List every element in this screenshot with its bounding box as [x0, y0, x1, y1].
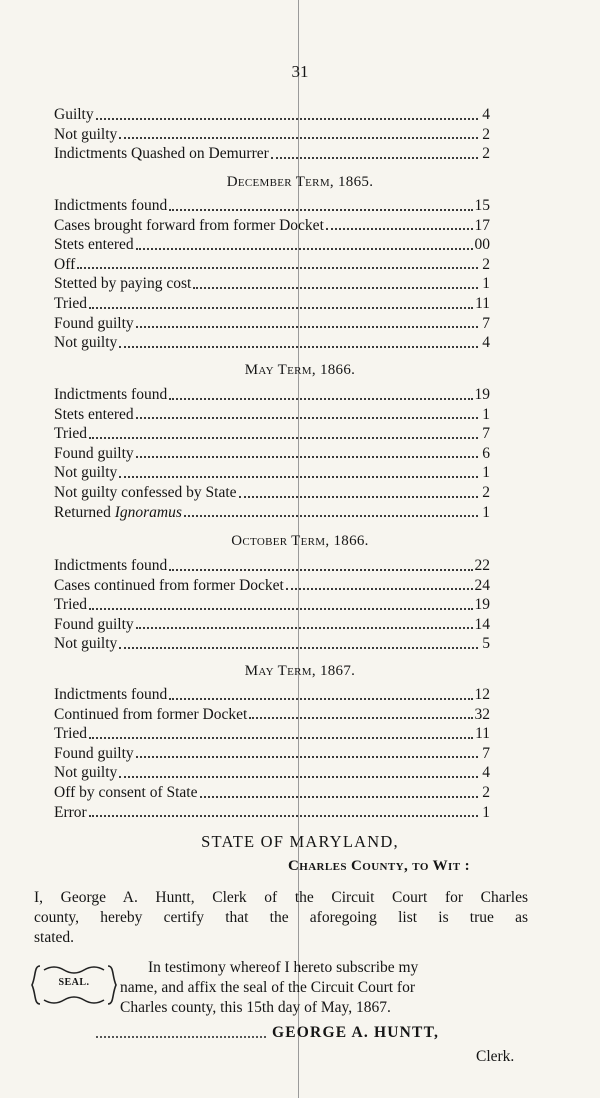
entry-value: 7 — [482, 425, 490, 443]
seal-label: SEAL. — [58, 977, 90, 988]
dot-leader — [119, 346, 478, 348]
entry-value: 1 — [482, 405, 490, 423]
list-item — [54, 235, 490, 255]
entry-label: Cases continued from former Docket — [54, 576, 284, 594]
entry-value: 14 — [474, 615, 490, 633]
entry-label: Cases brought forward from former Docket — [54, 216, 324, 234]
dot-leader — [119, 776, 478, 778]
entry-value: 6 — [482, 444, 490, 462]
dot-leader — [200, 796, 479, 798]
list-item — [54, 763, 490, 783]
entry-label: Indictments found — [54, 386, 168, 403]
list-item — [54, 803, 490, 823]
dot-leader — [89, 437, 478, 439]
list-item — [54, 634, 490, 654]
list-item — [54, 783, 490, 803]
entry-value: 00 — [474, 236, 490, 254]
dot-leader — [249, 717, 472, 719]
list-item — [54, 385, 490, 405]
entry-label: Tried — [54, 425, 88, 443]
entry-label: Found guilty — [54, 615, 134, 633]
dot-leader — [96, 118, 478, 120]
entry-label: Indictments Quashed on Demurrer — [54, 145, 269, 163]
entry-label: Not guilty — [54, 764, 118, 782]
term-entries-oct-1866 — [54, 556, 490, 654]
entry-value: 12 — [474, 686, 490, 703]
entry-value: 1 — [482, 464, 490, 482]
testimony-line-2: name, and affix the seal of the Circuit Court for — [120, 979, 415, 996]
list-item — [54, 705, 490, 725]
county-line: Charles County, to Wit : — [288, 858, 471, 874]
term-entries-dec-1865 — [54, 196, 490, 353]
entry-label: Not guilty — [54, 464, 118, 482]
entry-value: 24 — [474, 576, 490, 594]
entry-value: 1 — [482, 275, 490, 293]
list-item — [54, 615, 490, 635]
entry-value: 7 — [482, 314, 490, 332]
entry-label: Stetted by paying cost — [54, 275, 192, 293]
entry-value: 32 — [474, 705, 490, 723]
entry-value: 4 — [482, 334, 490, 352]
entry-value: 4 — [482, 106, 490, 123]
list-item — [54, 144, 490, 164]
entry-label: Not guilty — [54, 635, 118, 653]
clerk-signature: GEORGE A. HUNTT, — [272, 1024, 440, 1041]
list-item — [54, 294, 490, 314]
list-item — [54, 333, 490, 353]
dot-leader — [193, 287, 478, 289]
list-item — [54, 125, 490, 145]
dot-leader — [136, 456, 478, 458]
entry-label: Not guilty — [54, 334, 118, 352]
term-heading-name: May Term — [244, 362, 312, 378]
term-entries-may-1867 — [54, 685, 490, 822]
dot-leader — [136, 417, 478, 419]
term-heading-may-1866 — [0, 362, 600, 379]
dot-leader — [136, 756, 478, 758]
dot-leader — [169, 209, 472, 211]
dot-leader — [119, 476, 478, 478]
list-item — [54, 424, 490, 444]
entry-label: Tried — [54, 596, 88, 614]
dot-leader — [89, 815, 478, 817]
testimony-paragraph — [120, 958, 528, 1018]
term-heading-name: October Term — [231, 533, 326, 549]
entry-value: 4 — [482, 764, 490, 782]
entry-label: Indictments found — [54, 686, 168, 703]
entry-value: 2 — [482, 255, 490, 273]
entry-label: Tried — [54, 294, 88, 312]
list-item — [54, 444, 490, 464]
certification-paragraph — [34, 888, 528, 948]
term-heading-year: , 1867. — [311, 663, 356, 679]
clerk-title: Clerk. — [476, 1048, 515, 1065]
dot-leader — [119, 137, 478, 139]
list-item — [54, 274, 490, 294]
term-entries-may-1866 — [54, 385, 490, 522]
dot-leader — [136, 326, 478, 328]
list-item — [54, 463, 490, 483]
term-heading-year: , 1866. — [311, 362, 356, 378]
entry-label: Indictments found — [54, 557, 168, 574]
dot-leader — [271, 157, 478, 159]
dot-leader — [77, 267, 478, 269]
term-heading-dec-1865 — [0, 174, 600, 191]
list-item — [54, 744, 490, 764]
dot-leader — [136, 248, 473, 250]
entry-label-text: Returned — [54, 503, 115, 521]
entry-label: Indictments found — [54, 197, 168, 214]
list-item — [54, 105, 490, 125]
dot-leader — [326, 228, 473, 230]
dot-leader — [136, 627, 473, 629]
list-item — [54, 314, 490, 334]
list-item — [54, 216, 490, 236]
entry-value: 17 — [474, 216, 490, 234]
opening-entries — [54, 105, 490, 164]
list-item — [54, 255, 490, 275]
entry-label: Found guilty — [54, 744, 134, 762]
list-item — [54, 576, 490, 596]
dot-leader — [119, 647, 478, 649]
entry-label: Off — [54, 255, 76, 273]
entry-value: 11 — [475, 725, 490, 743]
testimony-line-3: Charles county, this 15th day of May, 1867. — [120, 999, 391, 1016]
term-heading-name: December Term — [226, 174, 330, 190]
list-item — [54, 595, 490, 615]
term-heading-may-1867 — [0, 663, 600, 680]
entry-value: 22 — [474, 557, 490, 574]
entry-label — [54, 503, 182, 523]
entry-value: 2 — [482, 125, 490, 143]
entry-label: Stets entered — [54, 236, 134, 254]
entry-label: Continued from former Docket — [54, 705, 248, 723]
entry-label: Stets entered — [54, 405, 134, 423]
dot-leader — [239, 496, 478, 498]
dot-leader — [89, 608, 472, 610]
seal-mark — [30, 960, 118, 1010]
entry-label: Not guilty confessed by State — [54, 483, 237, 501]
entry-label: Found guilty — [54, 314, 134, 332]
certification-line-2: county, hereby certify that the aforegoing list is true as — [34, 909, 528, 926]
entry-label: Found guilty — [54, 444, 134, 462]
entry-value: 2 — [482, 145, 490, 163]
certification-line-3: stated. — [34, 929, 75, 946]
entry-value: 19 — [474, 596, 490, 614]
entry-value: 2 — [482, 483, 490, 501]
entry-label: Tried — [54, 725, 88, 743]
certification-line-1: I, George A. Huntt, Clerk of the Circuit Court for Charles — [34, 889, 528, 906]
dot-leader — [286, 588, 473, 590]
entry-value: 15 — [474, 197, 490, 214]
list-item — [54, 196, 490, 216]
dot-leader — [169, 398, 472, 400]
testimony-line-1: In testimony whereof I hereto subscribe my — [148, 959, 419, 976]
list-item — [54, 405, 490, 425]
entry-value: 5 — [482, 635, 490, 653]
dot-leader — [89, 737, 473, 739]
entry-label: Off by consent of State — [54, 783, 198, 801]
page-number: 31 — [291, 62, 309, 81]
term-heading-year: , 1866. — [325, 533, 369, 549]
dot-leader — [169, 698, 472, 700]
entry-value: 2 — [482, 783, 490, 801]
state-title: STATE OF MARYLAND, — [201, 832, 399, 851]
entry-label: Error — [54, 803, 87, 821]
dot-leader — [184, 515, 478, 517]
entry-label: Guilty — [54, 106, 94, 123]
entry-label-italic: Ignoramus — [114, 503, 182, 521]
list-item — [54, 724, 490, 744]
term-heading-oct-1866 — [0, 533, 600, 550]
entry-value: 1 — [482, 503, 490, 521]
entry-value: 19 — [474, 386, 490, 403]
dot-leader — [169, 569, 472, 571]
signature-dotted-line — [96, 1036, 266, 1038]
term-heading-year: , 1865. — [329, 174, 374, 190]
list-item — [54, 503, 490, 523]
dot-leader — [89, 307, 473, 309]
list-item — [54, 483, 490, 503]
entry-value: 1 — [482, 803, 490, 821]
list-item — [54, 556, 490, 576]
entry-value: 11 — [475, 294, 490, 312]
entry-label: Not guilty — [54, 125, 118, 143]
entry-value: 7 — [482, 744, 490, 762]
term-heading-name: May Term — [244, 663, 312, 679]
list-item — [54, 685, 490, 705]
